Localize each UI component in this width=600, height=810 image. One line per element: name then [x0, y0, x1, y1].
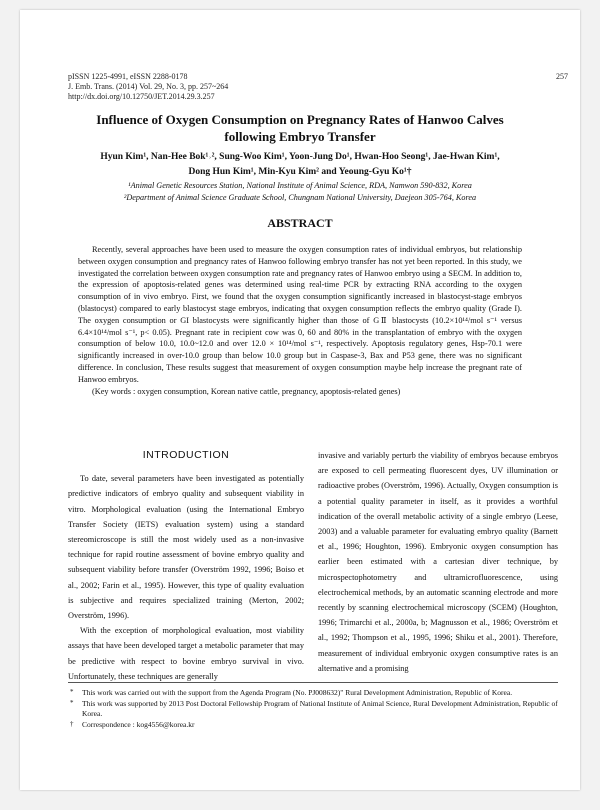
intro-paragraph-2: With the exception of morphological evaluation, most viability assays that have been developed target a metabolic parameter that may be predictive with respect to bovine embryo survival in vivo. Unfortunately, these techniques are generally [68, 626, 304, 681]
right-column [318, 448, 558, 676]
footnote-mark: † [70, 720, 74, 728]
footnote-mark: * [70, 699, 74, 707]
correspondence-email[interactable]: Correspondence : kog4556@korea.kr [82, 720, 195, 729]
abstract-text: Recently, several approaches have been used to measure the oxygen consumption rates of individual embryos, but relationship between oxygen consumption and pregnancy rates of Hanwoo following embryo transfer has not yet been reported. In this study, we investigated the correlation between oxygen consumption rate and pregnancy rates of Hanwoo embryo using a SECM. In addition to, the expression of apoptosis-related genes was determined using real-time PCR by extracting RNA according to the oxygen consumption of in vivo embryo. First, we found that the oxygen consumption significantly increased in blastocyst-stage embryos (blastocyst) compared to early blastocyst stage embryos, indicating that oxygen consumption reflects the embryo quality (Grade I). The oxygen consumption or GI blastocysts were significantly higher than those of GⅡ blastocysts (10.2×10¹⁴/mol s⁻¹ versus 6.4×10¹⁴/mol s⁻¹, p< 0.05). Pregnant rate in recipient cow was 0, 60 and 80% in the transplantation of embryo with the oxygen consumption of below 10.0, 10.0~12.0 and over 12.0 × 10¹⁴/mol s⁻¹, respectively. Apoptosis regulatory genes, Hsp-70.1 were significantly increased in over-10.0 group than below 10.0 group but in Caspase-3, Bax and P53 gene, there was no significant difference. In conclusion, These results suggest that measurement of oxygen consumption maybe help increase the pregnant rate of Hanwoo embryos. [78, 245, 522, 384]
title-line-1: Influence of Oxygen Consumption on Pregnancy Rates of Hanwoo Calves [96, 112, 504, 127]
introduction-heading: INTRODUCTION [142, 449, 230, 461]
footnote-2 [68, 699, 560, 719]
footnote-mark: * [70, 688, 74, 696]
footnote-1 [68, 688, 560, 698]
journal-citation: J. Emb. Trans. (2014) Vol. 29, No. 3, pp. 257~264 [68, 82, 229, 91]
paper-page [20, 10, 580, 790]
footnote-text: This work was supported by 2013 Post Doctoral Fellowship Program of National Institute of Animal Science, Rural Development Administration, Republic of Korea. [82, 699, 558, 718]
keywords: (Key words : oxygen consumption, Korean native cattle, pregnancy, apoptosis-related genes) [92, 386, 401, 396]
abstract-heading: ABSTRACT [267, 216, 333, 230]
left-column [68, 448, 304, 684]
doi-link[interactable]: http://dx.doi.org/10.12750/JET.2014.29.3.257 [68, 92, 215, 101]
intro-paragraph-continued: invasive and variably perturb the viability of embryos because embryos are exposed to cell permeating fluorescent dyes, UV illumination or radioactive probes (Overström, 1996). Actually, Oxygen consumption is a potential quality parameter in itself, as it provides a worthful indication of the overall metabolic activity of a single embryo (Leese, 2003) and a valuable parameter for evaluating embryo quality (Barnett et al., 1996; Houghton, 1996). Embryonic oxygen consumption has earlier been estimated with a cartesian diver technique, by microspectophotometry and ultramicrofluorescence, using electrochemical methods, by an automatic scanning electrode and more recently by scanning electrochemical microscopy (SCEM) (Houghton, 1996; Trimarchi et al., 2000a, b; Magnusson et al., 1986; Overström et al., 1992; Thompson et al., 1995, 1996; Shiku et al., 2001). Therefore, measurement of individual embryonic oxygen consumptive rates is an alternative and a promising [318, 451, 558, 673]
affiliation-2: ²Department of Animal Science Graduate School, Chungnam National University, Daejeon 305-764, Korea [123, 193, 477, 202]
author-list [60, 150, 540, 180]
authors-line-2: Dong Hun Kim¹, Min-Kyu Kim² and Yeoung-Gyu Ko¹† [188, 167, 412, 177]
footnotes [68, 688, 560, 731]
affiliations [60, 180, 540, 204]
paper-title [60, 111, 540, 145]
footnote-text: This work was carried out with the support from the Agenda Program (No. PJ008632)" Rural Development Administration, Republic of Korea. [82, 688, 513, 697]
page-number: 257 [556, 72, 568, 81]
affiliation-1: ¹Animal Genetic Resources Station, National Institute of Animal Science, RDA, Namwon 590-832, Korea [128, 181, 472, 190]
authors-line-1: Hyun Kim¹, Nan-Hee Bok¹˒², Sung-Woo Kim¹, Yoon-Jung Do¹, Hwan-Hoo Seong¹, Jae-Hwan Kim¹, [100, 152, 500, 162]
intro-paragraph-1: To date, several parameters have been investigated as potentially predictive indicators of embryo quality and subsequent viability in vitro. Morphological evaluation (using the International Embryo Transfer Society (IETS) evaluation system) using a standard stereomicroscope is still the most widely used as a non-invasive technique for rapid routine assessment of bovine embryo quality and subsequent viability before transfer (Overström 1992, 1996; Boiso et al., 2002; Farin et al., 1995). However, this type of quality evaluation is subjective and requires specialized training (Merton, 2002; Overström, 1996). [68, 474, 304, 621]
footnote-3 [68, 720, 560, 730]
journal-header [68, 72, 568, 102]
issn-line: pISSN 1225-4991, eISSN 2288-0178 [68, 72, 188, 81]
abstract-section [78, 244, 522, 397]
footnote-divider [68, 682, 558, 683]
title-line-2: following Embryo Transfer [224, 129, 376, 144]
